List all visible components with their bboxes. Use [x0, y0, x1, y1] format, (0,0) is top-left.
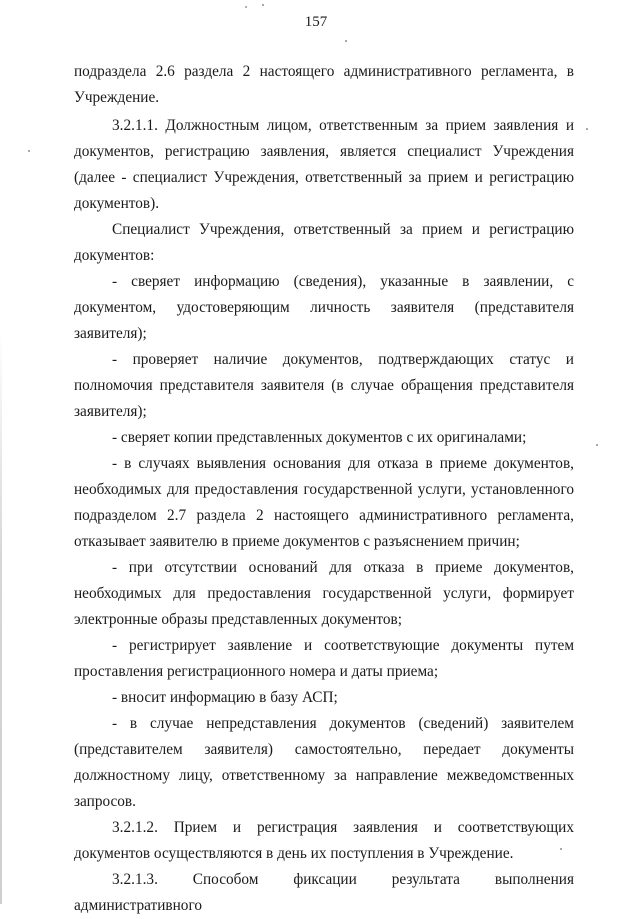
paragraph-3-2-1-2: 3.2.1.2. Прием и регистрация заявления и соответствующих документов осуществляются в день их поступления в Учреждение. [74, 819, 574, 862]
list-item-scan-docs: - при отсутствии оснований для отказа в приеме документов, необходимых для предоставления государственной услуги, формирует электронные образы представленных документов; [74, 559, 574, 628]
paragraph-3-2-1-3: 3.2.1.3. Способом фиксации результата выполнения административного [74, 871, 574, 914]
document-body [74, 59, 574, 919]
paragraph-continuation: подраздела 2.6 раздела 2 настоящего административного регламента, в Учреждение. [74, 63, 574, 106]
list-item-transfer: - в случае непредставления документов (сведений) заявителем (представителем заявителя) самостоятельно, передает документы должностному лицу, ответственному за направление межведомственных запросов. [74, 715, 574, 810]
scan-speck [28, 150, 30, 152]
paragraph-intro: Специалист Учреждения, ответственный за прием и регистрацию документов: [74, 221, 574, 264]
list-item-check-authority: - проверяет наличие документов, подтверждающих статус и полномочия представителя заявителя (в случае обращения представителя заявителя); [74, 351, 574, 420]
paragraph-3-2-1-1: 3.2.1.1. Должностным лицом, ответственным за прием заявления и документов, регистрацию заявления, является специалист Учреждения (далее - специалист Учреждения, ответственный за прием и регистрацию документов). [74, 117, 574, 212]
list-item-enter-asp: - вносит информацию в базу АСП; [112, 689, 338, 706]
scan-speck [560, 848, 562, 850]
scan-speck [596, 444, 598, 446]
scan-edge-shadow [0, 330, 2, 904]
scan-speck [245, 6, 247, 8]
list-item-refuse: - в случаях выявления основания для отказа в приеме документов, необходимых для предоставления государственной услуги, установленного подразделом 2.7 раздела 2 настоящего административного регламента, отказывает заявителю в приеме документов с разъяснением причин; [74, 455, 574, 550]
scan-speck [586, 128, 588, 130]
scan-speck [345, 40, 347, 42]
list-item-verify-info: - сверяет информацию (сведения), указанные в заявлении, с документом, удостоверяющим личность заявителя (представителя заявителя); [74, 273, 574, 342]
scan-speck [262, 4, 264, 6]
list-item-register: - регистрирует заявление и соответствующие документы путем проставления регистрационного номера и даты приема; [74, 637, 574, 680]
list-item-compare-copies: - сверяет копии представленных документов с их оригиналами; [112, 429, 527, 446]
page-number: 157 [304, 14, 328, 30]
